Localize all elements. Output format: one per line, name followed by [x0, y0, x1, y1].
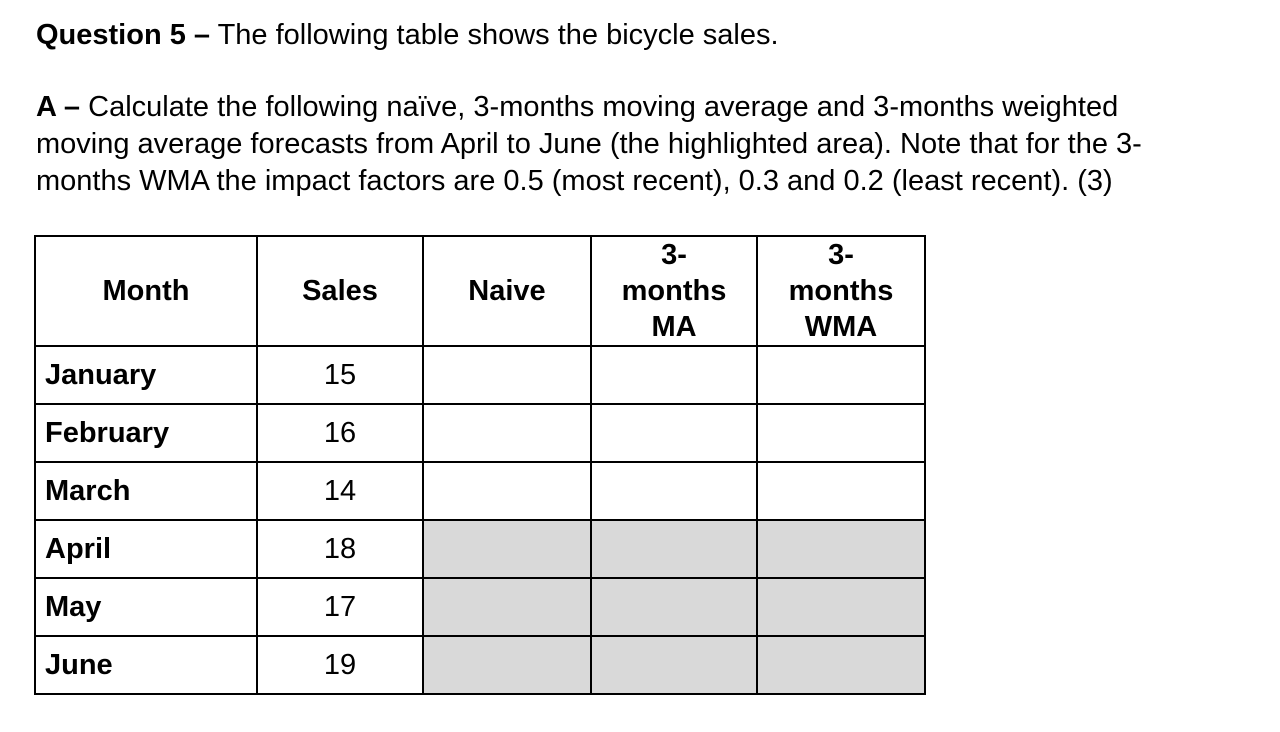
header-ma-line-2: months: [621, 275, 727, 307]
month-cell: April: [35, 520, 257, 578]
ma-forecast-cell-highlighted[interactable]: [591, 578, 757, 636]
header-ma-line-1: 3-: [661, 239, 687, 271]
month-cell: May: [35, 578, 257, 636]
sales-cell: 14: [257, 462, 423, 520]
part-a-line-2: moving average forecasts from April to June (the highlighted area). Note that for the 3-: [36, 128, 1142, 160]
question-text: The following table shows the bicycle sales.: [210, 19, 779, 51]
table-row: [35, 520, 925, 578]
question-heading: [36, 17, 779, 53]
part-a-line-1: [36, 89, 1256, 126]
header-wma-line-2: months: [788, 275, 894, 307]
wma-cell[interactable]: [757, 404, 925, 462]
sales-cell: 19: [257, 636, 423, 694]
naive-cell[interactable]: [423, 462, 591, 520]
sales-cell: 16: [257, 404, 423, 462]
ma-forecast-cell-highlighted[interactable]: [591, 520, 757, 578]
table-row: [35, 404, 925, 462]
wma-forecast-cell-highlighted[interactable]: [757, 636, 925, 694]
header-3-months-ma: [591, 236, 757, 346]
naive-forecast-cell-highlighted[interactable]: [423, 636, 591, 694]
month-cell: March: [35, 462, 257, 520]
part-a-label: A –: [36, 91, 81, 123]
header-3-months-wma: [757, 236, 925, 346]
table-row: [35, 346, 925, 404]
wma-cell[interactable]: [757, 346, 925, 404]
month-cell: January: [35, 346, 257, 404]
sales-cell: 15: [257, 346, 423, 404]
sales-cell: 17: [257, 578, 423, 636]
ma-cell[interactable]: [591, 346, 757, 404]
bicycle-sales-table: [34, 235, 926, 695]
header-sales: Sales: [257, 236, 423, 346]
ma-cell[interactable]: [591, 404, 757, 462]
naive-forecast-cell-highlighted[interactable]: [423, 578, 591, 636]
wma-forecast-cell-highlighted[interactable]: [757, 520, 925, 578]
header-naive: Naive: [423, 236, 591, 346]
sales-cell: 18: [257, 520, 423, 578]
table-row: [35, 578, 925, 636]
naive-cell[interactable]: [423, 346, 591, 404]
month-cell: June: [35, 636, 257, 694]
part-a-line-3: months WMA the impact factors are 0.5 (most recent), 0.3 and 0.2 (least recent). (3): [36, 165, 1113, 197]
ma-cell[interactable]: [591, 462, 757, 520]
table-row: [35, 636, 925, 694]
part-a-line-1-text: Calculate the following naïve, 3-months moving average and 3-months weighted: [80, 91, 1119, 123]
table-header-row: [35, 236, 925, 346]
header-ma-line-3: MA: [651, 311, 697, 343]
naive-forecast-cell-highlighted[interactable]: [423, 520, 591, 578]
naive-cell[interactable]: [423, 404, 591, 462]
wma-forecast-cell-highlighted[interactable]: [757, 578, 925, 636]
table-row: [35, 462, 925, 520]
header-wma-line-1: 3-: [828, 239, 854, 271]
header-month: Month: [35, 236, 257, 346]
header-wma-line-3: WMA: [804, 311, 878, 343]
question-label: Question 5 –: [36, 19, 211, 51]
part-a-instructions: [36, 89, 1256, 200]
month-cell: February: [35, 404, 257, 462]
wma-cell[interactable]: [757, 462, 925, 520]
ma-forecast-cell-highlighted[interactable]: [591, 636, 757, 694]
